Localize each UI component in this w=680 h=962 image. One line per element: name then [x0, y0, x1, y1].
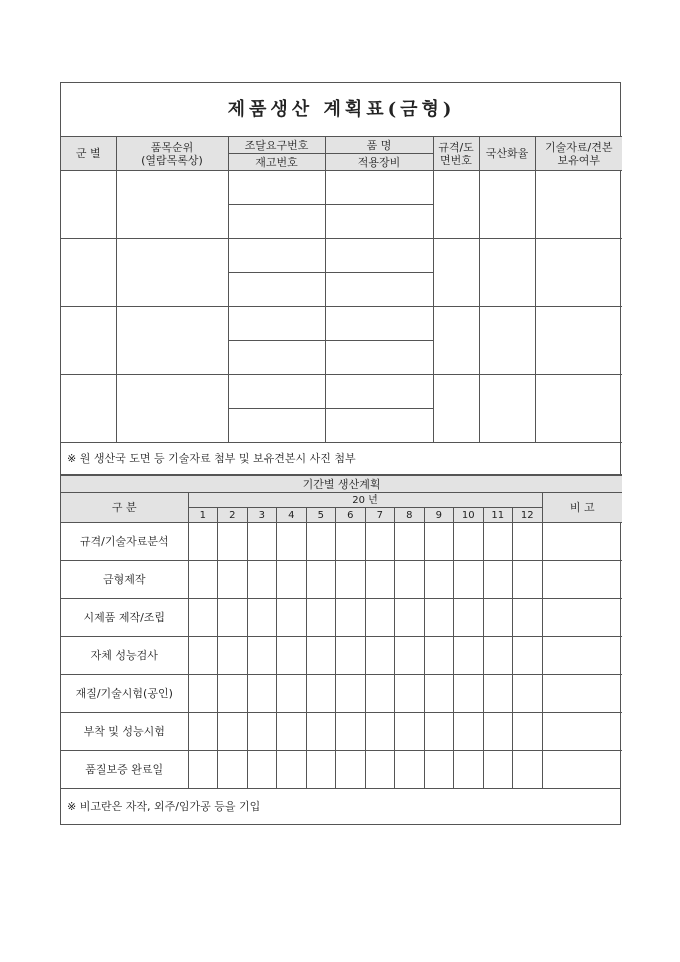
header-spec-drawing: [433, 137, 479, 171]
schedule-month-cell[interactable]: [188, 561, 218, 599]
schedule-month-cell[interactable]: [247, 561, 277, 599]
schedule-month-cell[interactable]: [395, 599, 425, 637]
entry-cell[interactable]: [228, 307, 325, 341]
entry-cell[interactable]: [228, 205, 325, 239]
schedule-month-cell[interactable]: [424, 637, 454, 675]
month-header-cell: 3: [247, 508, 277, 523]
month-header-cell: 12: [513, 508, 543, 523]
schedule-month-cell[interactable]: [513, 675, 543, 713]
header-stock-number: 재고번호: [228, 154, 325, 171]
schedule-month-cell[interactable]: [483, 713, 513, 751]
entry-cell[interactable]: [433, 239, 479, 307]
month-header-cell: 8: [395, 508, 425, 523]
entry-cell[interactable]: [116, 239, 228, 307]
schedule-month-cell[interactable]: [336, 637, 366, 675]
schedule-month-cell[interactable]: [395, 713, 425, 751]
schedule-month-cell[interactable]: [513, 637, 543, 675]
schedule-month-cell[interactable]: [483, 751, 513, 789]
entry-cell[interactable]: [325, 341, 433, 375]
header-item-rank-line1: 품목순위: [150, 140, 194, 154]
entry-cell[interactable]: [325, 205, 433, 239]
schedule-month-cell[interactable]: [306, 637, 336, 675]
schedule-month-cell[interactable]: [336, 713, 366, 751]
schedule-month-cell[interactable]: [454, 751, 484, 789]
header-spec-line1: 규격/도: [438, 140, 474, 154]
schedule-month-cell[interactable]: [424, 561, 454, 599]
schedule-row-label: 금형제작: [61, 561, 188, 599]
schedule-month-cell[interactable]: [424, 523, 454, 561]
schedule-month-cell[interactable]: [454, 675, 484, 713]
schedule-month-cell[interactable]: [336, 599, 366, 637]
schedule-month-cell[interactable]: [454, 637, 484, 675]
schedule-remarks-cell[interactable]: [542, 637, 622, 675]
plan-table: [61, 83, 622, 475]
schedule-remarks-cell[interactable]: [542, 675, 622, 713]
header-request-number: 조달요구번호: [228, 137, 325, 154]
remarks-note: ※ 비고란은 자작, 외주/임가공 등을 기입: [61, 789, 620, 825]
schedule-month-cell[interactable]: [247, 599, 277, 637]
schedule-month-cell[interactable]: [188, 523, 218, 561]
schedule-month-cell[interactable]: [247, 713, 277, 751]
entry-cell[interactable]: [228, 341, 325, 375]
entry-cell[interactable]: [228, 273, 325, 307]
schedule-month-cell[interactable]: [247, 751, 277, 789]
schedule-month-cell[interactable]: [306, 523, 336, 561]
schedule-month-cell[interactable]: [218, 751, 248, 789]
schedule-month-cell[interactable]: [218, 713, 248, 751]
schedule-header-remarks: 비 고: [542, 493, 622, 523]
schedule-month-cell[interactable]: [188, 599, 218, 637]
entry-cell[interactable]: [535, 307, 622, 375]
entry-cell[interactable]: [228, 239, 325, 273]
entry-cell[interactable]: [433, 375, 479, 443]
entry-cell[interactable]: [116, 171, 228, 239]
schedule-month-cell[interactable]: [336, 561, 366, 599]
schedule-month-cell[interactable]: [365, 751, 395, 789]
schedule-month-cell[interactable]: [247, 637, 277, 675]
schedule-month-cell[interactable]: [424, 675, 454, 713]
schedule-month-cell[interactable]: [277, 599, 307, 637]
schedule-row: [61, 561, 622, 599]
schedule-month-cell[interactable]: [513, 713, 543, 751]
month-header-cell: 10: [454, 508, 484, 523]
schedule-row: [61, 675, 622, 713]
schedule-month-cell[interactable]: [306, 713, 336, 751]
header-spec-line2: 면번호: [440, 153, 472, 167]
schedule-month-cell[interactable]: [306, 751, 336, 789]
schedule-month-cell[interactable]: [424, 713, 454, 751]
schedule-month-cell[interactable]: [188, 675, 218, 713]
entry-cell[interactable]: [433, 307, 479, 375]
schedule-month-cell[interactable]: [365, 637, 395, 675]
schedule-row: [61, 751, 622, 789]
entry-cell[interactable]: [479, 239, 535, 307]
month-header-cell: 9: [424, 508, 454, 523]
schedule-month-cell[interactable]: [513, 751, 543, 789]
schedule-month-cell[interactable]: [306, 675, 336, 713]
header-category: 군 별: [61, 137, 116, 171]
schedule-month-cell[interactable]: [513, 561, 543, 599]
schedule-row: [61, 599, 622, 637]
schedule-table: [61, 475, 622, 788]
schedule-row-label: 품질보증 완료일: [61, 751, 188, 789]
entry-cell[interactable]: [116, 307, 228, 375]
schedule-row-label: 자체 성능검사: [61, 637, 188, 675]
schedule-month-cell[interactable]: [277, 561, 307, 599]
month-header-cell: 11: [483, 508, 513, 523]
schedule-month-cell[interactable]: [188, 637, 218, 675]
header-tech-line1: 기술자료/견본: [545, 140, 613, 154]
entry-cell[interactable]: [228, 171, 325, 205]
production-plan-sheet: [60, 82, 621, 825]
month-header-cell: 6: [336, 508, 366, 523]
schedule-row: [61, 637, 622, 675]
entry-cell[interactable]: [479, 171, 535, 239]
schedule-remarks-cell[interactable]: [542, 751, 622, 789]
schedule-month-cell[interactable]: [454, 599, 484, 637]
header-tech-data: [535, 137, 622, 171]
schedule-month-cell[interactable]: [277, 637, 307, 675]
schedule-month-cell[interactable]: [336, 675, 366, 713]
schedule-month-cell[interactable]: [277, 713, 307, 751]
entry-cell[interactable]: [325, 409, 433, 443]
entry-cell[interactable]: [325, 273, 433, 307]
schedule-row: [61, 713, 622, 751]
schedule-month-cell[interactable]: [454, 523, 484, 561]
month-header-cell: 1: [188, 508, 218, 523]
schedule-month-cell[interactable]: [483, 561, 513, 599]
entry-cell[interactable]: [433, 171, 479, 239]
schedule-month-cell[interactable]: [395, 751, 425, 789]
schedule-month-cell[interactable]: [424, 599, 454, 637]
schedule-month-cell[interactable]: [395, 637, 425, 675]
schedule-month-cell[interactable]: [365, 675, 395, 713]
month-header-cell: 4: [277, 508, 307, 523]
entry-cell[interactable]: [325, 375, 433, 409]
entry-cell[interactable]: [228, 375, 325, 409]
schedule-row-label: 부착 및 성능시험: [61, 713, 188, 751]
schedule-month-cell[interactable]: [336, 523, 366, 561]
schedule-month-cell[interactable]: [395, 523, 425, 561]
schedule-month-cell[interactable]: [336, 751, 366, 789]
entry-cell[interactable]: [479, 375, 535, 443]
schedule-month-cell[interactable]: [306, 561, 336, 599]
schedule-month-cell[interactable]: [454, 561, 484, 599]
schedule-month-cell[interactable]: [247, 523, 277, 561]
entry-cell[interactable]: [479, 307, 535, 375]
schedule-month-cell[interactable]: [483, 637, 513, 675]
entry-cell[interactable]: [535, 171, 622, 239]
header-tech-line2: 보유여부: [557, 153, 601, 167]
entry-cell[interactable]: [535, 239, 622, 307]
schedule-month-cell[interactable]: [424, 751, 454, 789]
schedule-row-label: 규격/기술자료분석: [61, 523, 188, 561]
schedule-remarks-cell[interactable]: [542, 523, 622, 561]
attachment-note: ※ 원 생산국 도면 등 기술자료 첨부 및 보유견본시 사진 첨부: [61, 443, 622, 475]
schedule-month-cell[interactable]: [365, 523, 395, 561]
schedule-month-cell[interactable]: [365, 713, 395, 751]
schedule-month-cell[interactable]: [218, 561, 248, 599]
schedule-section-title: 기간별 생산계획: [61, 476, 622, 493]
entry-cell[interactable]: [325, 239, 433, 273]
entry-cell[interactable]: [325, 171, 433, 205]
schedule-header-category: 구 분: [61, 493, 188, 523]
schedule-month-cell[interactable]: [395, 561, 425, 599]
schedule-month-cell[interactable]: [513, 599, 543, 637]
schedule-month-cell[interactable]: [306, 599, 336, 637]
schedule-month-cell[interactable]: [277, 523, 307, 561]
schedule-remarks-cell[interactable]: [542, 561, 622, 599]
schedule-month-cell[interactable]: [483, 523, 513, 561]
schedule-month-cell[interactable]: [218, 599, 248, 637]
entry-cell[interactable]: [61, 171, 116, 239]
month-header-cell: 2: [218, 508, 248, 523]
schedule-month-cell[interactable]: [218, 675, 248, 713]
schedule-month-cell[interactable]: [365, 561, 395, 599]
schedule-month-cell[interactable]: [188, 751, 218, 789]
schedule-month-cell[interactable]: [188, 713, 218, 751]
entry-cell[interactable]: [116, 375, 228, 443]
schedule-month-cell[interactable]: [395, 675, 425, 713]
header-product-name: 품 명: [325, 137, 433, 154]
schedule-month-cell[interactable]: [277, 751, 307, 789]
entry-cell[interactable]: [325, 307, 433, 341]
schedule-month-cell[interactable]: [277, 675, 307, 713]
schedule-remarks-cell[interactable]: [542, 599, 622, 637]
schedule-row-label: 재질/기술시험(공인): [61, 675, 188, 713]
schedule-header-year: 20 년: [188, 493, 542, 508]
schedule-row: [61, 523, 622, 561]
schedule-month-cell[interactable]: [454, 713, 484, 751]
schedule-month-cell[interactable]: [365, 599, 395, 637]
entry-cell[interactable]: [61, 375, 116, 443]
schedule-month-cell[interactable]: [483, 599, 513, 637]
entry-cell[interactable]: [61, 307, 116, 375]
schedule-row-label: 시제품 제작/조립: [61, 599, 188, 637]
schedule-month-cell[interactable]: [483, 675, 513, 713]
schedule-month-cell[interactable]: [247, 675, 277, 713]
entry-cell[interactable]: [535, 375, 622, 443]
header-item-rank: [116, 137, 228, 171]
schedule-month-cell[interactable]: [218, 637, 248, 675]
entry-cell[interactable]: [228, 409, 325, 443]
header-item-rank-line2: (열람목록상): [141, 153, 203, 167]
page-title: 제품생산 계획표(금형): [61, 83, 622, 137]
schedule-month-cell[interactable]: [218, 523, 248, 561]
month-header-cell: 5: [306, 508, 336, 523]
header-equipment: 적용장비: [325, 154, 433, 171]
header-localization-rate: 국산화율: [479, 137, 535, 171]
schedule-month-cell[interactable]: [513, 523, 543, 561]
remarks-note-table: [61, 788, 620, 824]
entry-cell[interactable]: [61, 239, 116, 307]
month-header-cell: 7: [365, 508, 395, 523]
schedule-remarks-cell[interactable]: [542, 713, 622, 751]
